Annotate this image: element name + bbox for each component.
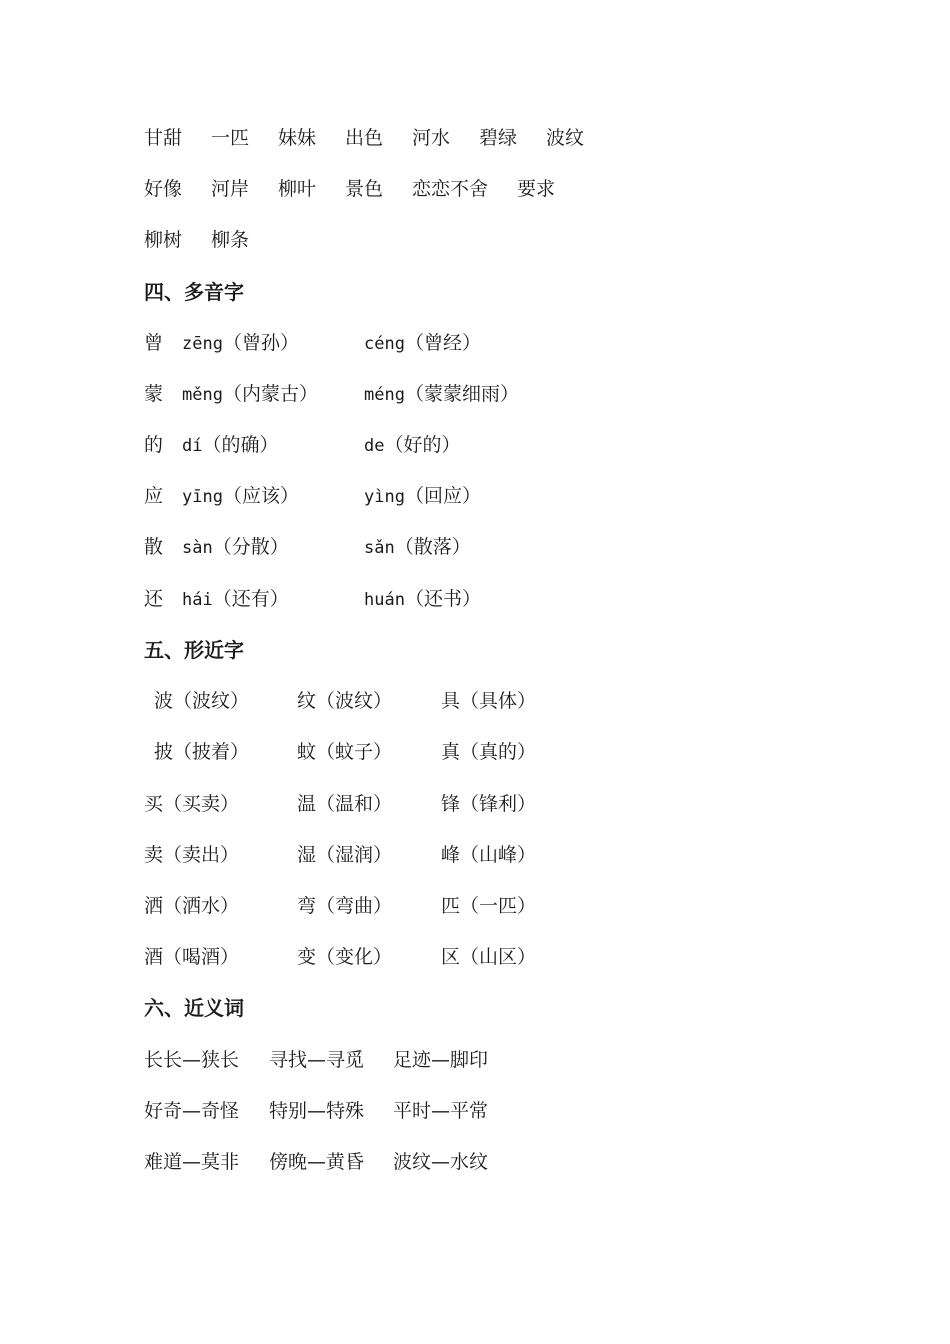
- example-a: （应该）: [222, 485, 299, 507]
- example-a: （还有）: [212, 588, 289, 610]
- similar-entry: 区（山区）: [441, 946, 537, 968]
- pinyin-b: de: [364, 436, 385, 456]
- pinyin-b: sǎn: [364, 538, 395, 558]
- example-b: （散落）: [394, 536, 471, 558]
- reading-b: [364, 584, 481, 615]
- polyphonic-char: 散: [144, 536, 164, 558]
- word: 妹妹: [278, 127, 317, 149]
- example-b: （曾经）: [404, 332, 481, 354]
- polyphonic-char: 还: [144, 588, 164, 610]
- word: 一匹: [211, 127, 250, 149]
- similar-entry: 买（买卖）: [144, 793, 240, 815]
- synonym-pair: 难道—莫非: [144, 1151, 240, 1173]
- pinyin-b: céng: [364, 334, 405, 354]
- reading-a: [182, 430, 279, 461]
- example-b: （蒙蒙细雨）: [404, 383, 519, 405]
- synonym-pair: 足迹—脚印: [393, 1049, 489, 1071]
- word: 柳叶: [278, 178, 317, 200]
- synonym-pair: 好奇—奇怪: [144, 1100, 240, 1122]
- word: 要求: [517, 178, 556, 200]
- pinyin-a: zēng: [182, 334, 223, 354]
- polyphonic-char: 蒙: [144, 383, 164, 405]
- reading-a: [182, 532, 289, 563]
- section-heading-polyphonic: 四、多音字: [144, 280, 244, 304]
- similar-entry: 温（温和）: [297, 793, 393, 815]
- pinyin-a: hái: [182, 590, 213, 610]
- word: 碧绿: [479, 127, 518, 149]
- word: 波纹: [546, 127, 585, 149]
- word: 出色: [345, 127, 384, 149]
- example-a: （分散）: [212, 536, 289, 558]
- reading-b: [364, 481, 481, 512]
- synonym-pair: 波纹—水纹: [393, 1151, 489, 1173]
- synonym-pair: 特别—特殊: [269, 1100, 365, 1122]
- similar-entry: 洒（洒水）: [144, 895, 240, 917]
- reading-a: [182, 328, 299, 359]
- word: 柳条: [211, 229, 250, 251]
- section-heading-similar-chars: 五、形近字: [144, 638, 244, 662]
- example-b: （还书）: [404, 588, 481, 610]
- similar-entry: 蚊（蚊子）: [297, 741, 393, 763]
- reading-b: [364, 328, 481, 359]
- similar-entry: 酒（喝酒）: [144, 946, 240, 968]
- example-a: （的确）: [202, 434, 279, 456]
- word: 河岸: [211, 178, 250, 200]
- reading-b: [364, 430, 461, 461]
- pinyin-a: dí: [182, 436, 203, 456]
- similar-entry: 匹（一匹）: [441, 895, 537, 917]
- pinyin-a: sàn: [182, 538, 213, 558]
- example-b: （回应）: [404, 485, 481, 507]
- word: 好像: [144, 178, 183, 200]
- reading-a: [182, 584, 289, 615]
- reading-b: [364, 379, 519, 410]
- similar-entry: 弯（弯曲）: [297, 895, 393, 917]
- pinyin-b: yìng: [364, 487, 405, 507]
- similar-entry: 波（波纹）: [154, 690, 250, 712]
- word: 柳树: [144, 229, 183, 251]
- similar-entry: 卖（卖出）: [144, 844, 240, 866]
- reading-a: [182, 481, 299, 512]
- word: 景色: [345, 178, 384, 200]
- polyphonic-char: 应: [144, 485, 164, 507]
- synonym-pair: 平时—平常: [393, 1100, 489, 1122]
- example-a: （内蒙古）: [222, 383, 318, 405]
- polyphonic-char: 的: [144, 434, 164, 456]
- similar-entry: 湿（湿润）: [297, 844, 393, 866]
- section-heading-synonyms: 六、近义词: [144, 996, 244, 1020]
- synonym-pair: 傍晚—黄昏: [269, 1151, 365, 1173]
- word: 河水: [412, 127, 451, 149]
- word: 甘甜: [144, 127, 183, 149]
- similar-entry: 真（真的）: [441, 741, 537, 763]
- synonym-pair: 长长—狭长: [144, 1049, 240, 1071]
- word: 恋恋不舍: [412, 178, 489, 200]
- pinyin-b: huán: [364, 590, 405, 610]
- similar-entry: 变（变化）: [297, 946, 393, 968]
- polyphonic-char: 曾: [144, 332, 164, 354]
- example-b: （好的）: [384, 434, 461, 456]
- reading-b: [364, 532, 471, 563]
- similar-entry: 具（具体）: [441, 690, 537, 712]
- synonym-pair: 寻找—寻觅: [269, 1049, 365, 1071]
- similar-entry: 纹（波纹）: [297, 690, 393, 712]
- similar-entry: 峰（山峰）: [441, 844, 537, 866]
- similar-entry: 锋（锋利）: [441, 793, 537, 815]
- pinyin-a: měng: [182, 385, 223, 405]
- example-a: （曾孙）: [222, 332, 299, 354]
- pinyin-b: méng: [364, 385, 405, 405]
- pinyin-a: yīng: [182, 487, 223, 507]
- similar-entry: 披（披着）: [154, 741, 250, 763]
- reading-a: [182, 379, 318, 410]
